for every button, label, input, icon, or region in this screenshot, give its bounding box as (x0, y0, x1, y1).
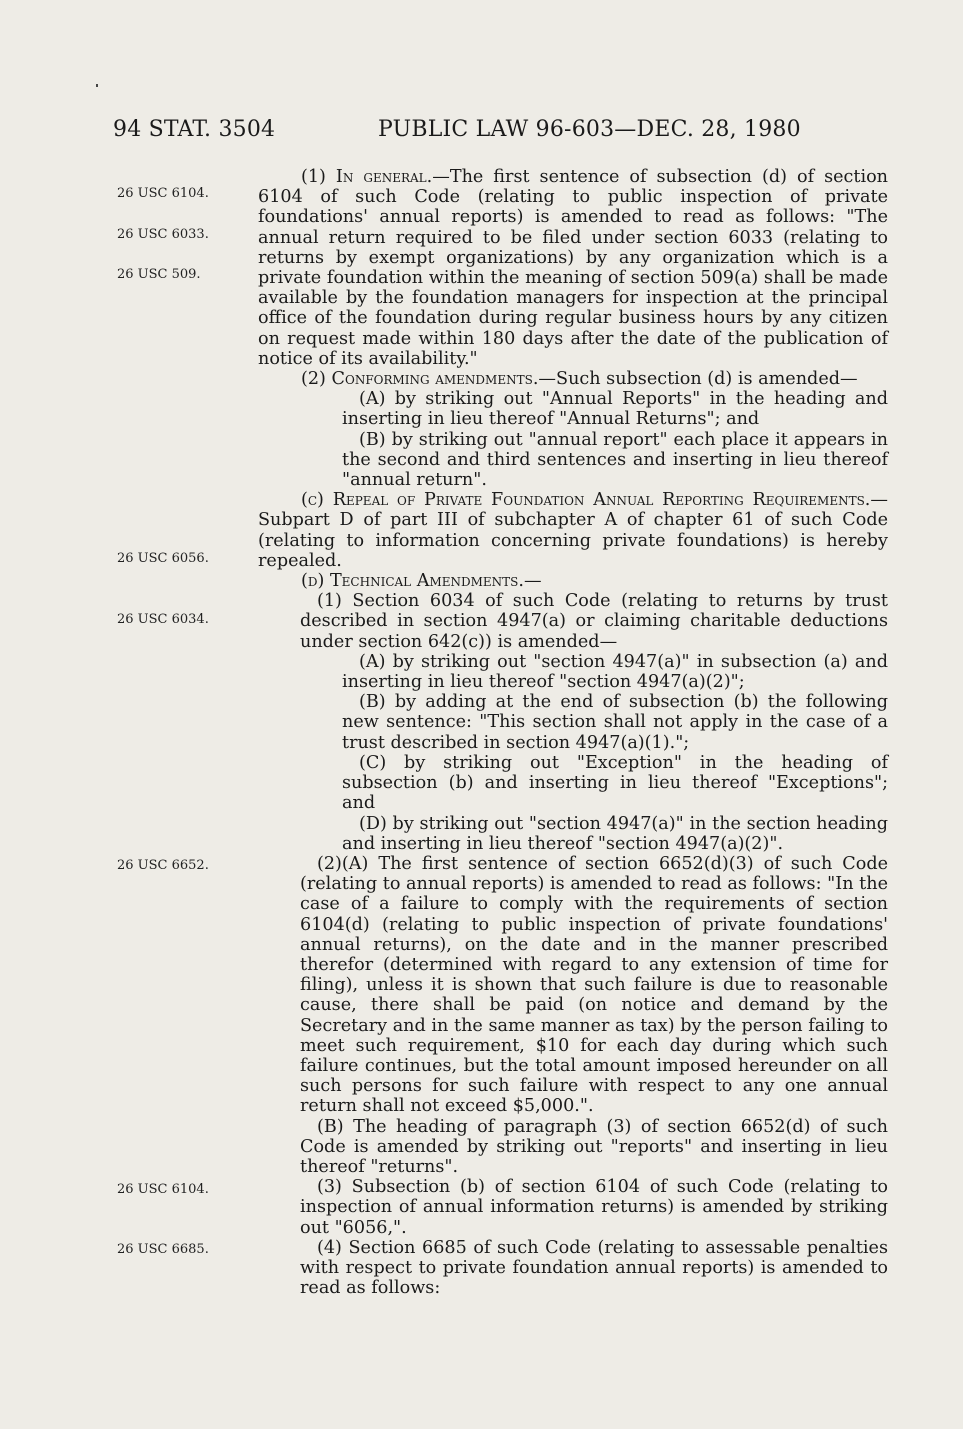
margin-note: 26 USC 6056. (117, 551, 209, 566)
subsection-text: —Subpart D of part III of subchapter A of chapter 61 of such Code (relating to information concerning private foundations) is hereby repealed. (258, 490, 888, 571)
subparagraph-d1b: (B) by adding at the end of subsection (b) the following new sentence: "This section shall not apply in the case of a trust described in section 4947(a)(1)."; (342, 692, 888, 753)
margin-note: 26 USC 6033. (117, 227, 209, 242)
paragraph-d3: (3) Subsection (b) of section 6104 of such Code (relating to inspection of annual information returns) is amended by striking out "6056,". (300, 1177, 888, 1238)
margin-note: 26 USC 6652. (117, 858, 209, 873)
stat-page-reference: 94 STAT. 3504 (113, 117, 276, 142)
margin-note: 26 USC 6685. (117, 1242, 209, 1257)
margin-note: 26 USC 6104. (117, 1182, 209, 1197)
paragraph-d2b: (B) The heading of paragraph (3) of section 6652(d) of such Code is amended by striking out "reports" and inserting in lieu thereof "returns". (300, 1116, 888, 1177)
running-header-title: PUBLIC LAW 96-603—DEC. 28, 1980 (378, 117, 801, 142)
subparagraph-d1a: (A) by striking out "section 4947(a)" in subsection (a) and inserting in lieu thereof "section 4947(a)(2)"; (342, 651, 888, 693)
subparagraph-2b: (B) by striking out "annual report" each place it appears in the second and third sentences and inserting in lieu thereof "annual return". (342, 429, 888, 491)
paragraph-d1: (1) Section 6034 of such Code (relating to returns by trust described in section 4947(a) or claiming charitable deductions under section 642(c)) is amended— (300, 591, 888, 652)
subparagraph-d1d: (D) by striking out "section 4947(a)" in the section heading and inserting in lieu thereof "section 4947(a)(2)". (342, 813, 888, 854)
paragraph-heading: (2) Conforming amendments. (301, 369, 539, 390)
paragraph-heading: (1) In general. (301, 167, 433, 187)
subparagraph-d1c: (C) by striking out "Exception" in the heading of subsection (b) and inserting in lieu thereof "Exceptions"; and (342, 752, 888, 814)
subsection-d-heading: (d) Technical Amendments.— (301, 571, 542, 592)
paragraph-d4: (4) Section 6685 of such Code (relating to assessable penalties with respect to private foundation annual reports) is amended to read as follows: (300, 1237, 888, 1299)
subsection-c (258, 490, 888, 571)
body-text (258, 167, 888, 1298)
paragraph-d2a: (2)(A) The first sentence of section 6652(d)(3) of such Code (relating to annual reports) is amended to read as follows: "In the case of a failure to comply with the requirements of section 6104(d) (relating to public inspection of private foundations' annual returns), on the date and in the manner prescribed therefor (determined with regard to any extension of time for filing), unless it is shown that such failure is due to reasonable cause, there shall be paid (on notice and demand by the Secretary and in the same manner as tax) by the person failing to meet such requirement, $10 for each day during which such failure continues, but the total amount imposed hereunder on all such persons for such failure with respect to any one annual return shall not exceed $5,000.". (300, 853, 888, 1117)
subsection-heading: (c) Repeal of Private Foundation Annual Reporting Requirements. (301, 490, 871, 511)
paragraph-2 (258, 369, 888, 389)
margin-note: 26 USC 509. (117, 267, 201, 282)
margin-note: 26 USC 6034. (117, 612, 209, 627)
margin-note: 26 USC 6104. (117, 186, 209, 201)
paragraph-1 (258, 167, 888, 369)
subparagraph-2a: (A) by striking out "Annual Reports" in the heading and inserting in lieu thereof "Annual Returns"; and (342, 389, 888, 430)
paragraph-text: —Such subsection (d) is amended— (538, 369, 858, 390)
paragraph-text: —The first sentence of subsection (d) of section 6104 of such Code (relating to public inspection of private foundations' annual reports) is amended to read as follows: "The annual return required to be filed under section 6033 (relating to returns by exempt organizations) by any organization which is a private foundation within the meaning of section 509(a) shall be made available by the foundation managers for inspection at the principal office of the foundation during regular business hours by any citizen on request made within 180 days after the date of the publication of notice of its availability." (258, 167, 888, 369)
stray-mark (96, 84, 98, 87)
